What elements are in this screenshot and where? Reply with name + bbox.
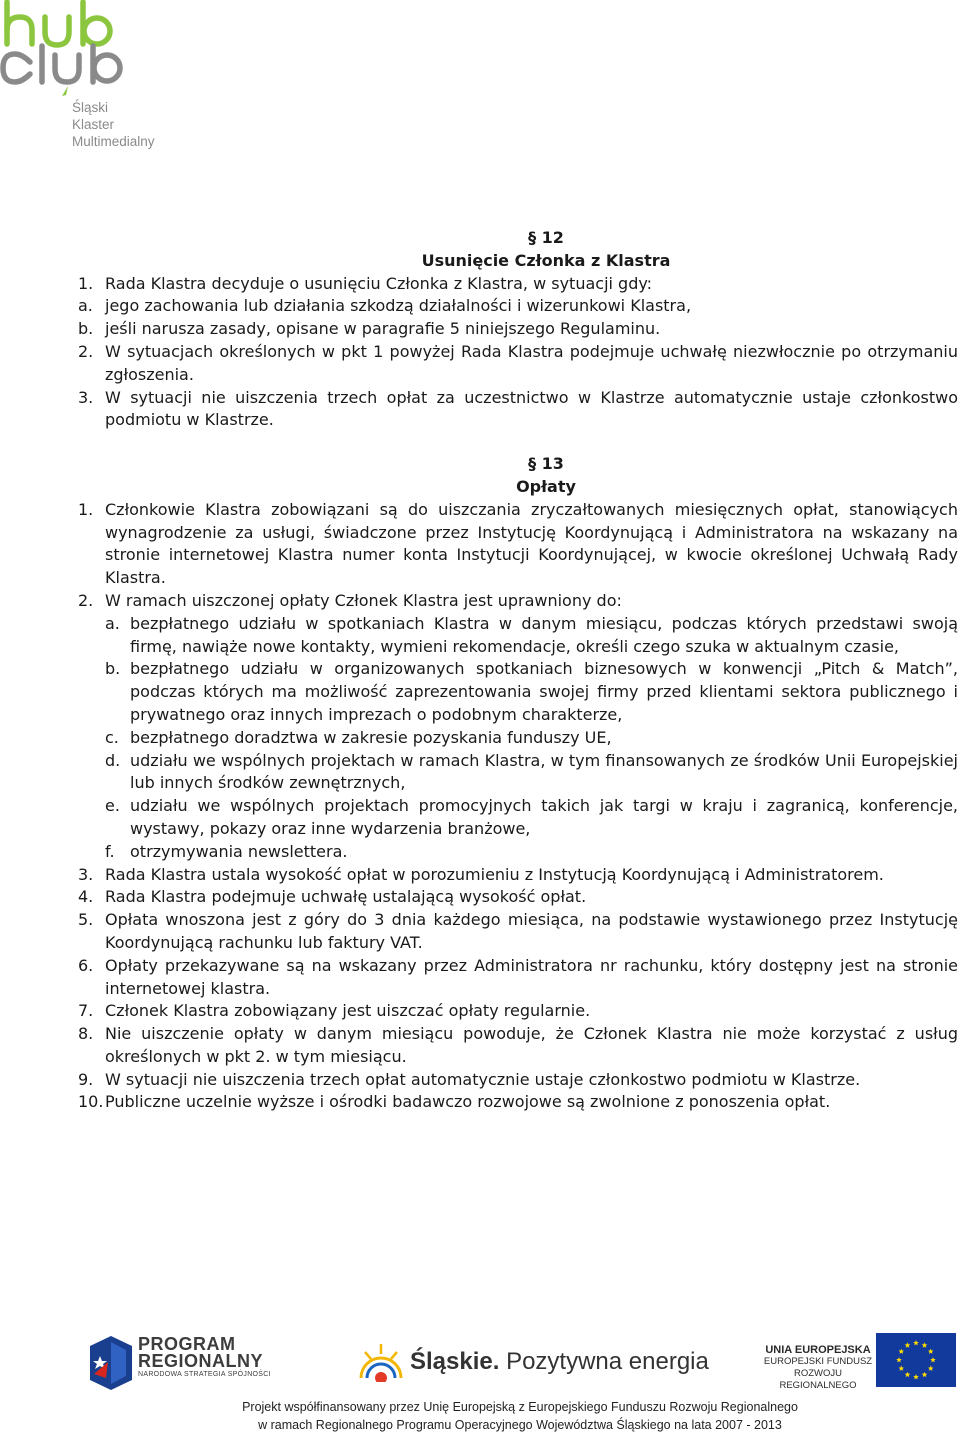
sub-item-letter: b. (105, 659, 121, 679)
item-number: 6. (78, 955, 94, 975)
slaskie-logo-text (410, 1348, 709, 1376)
section-12-list (78, 273, 958, 433)
sub-list-item (78, 727, 958, 750)
slaskie-sun-icon (357, 1342, 405, 1382)
section-number: 12 (541, 228, 564, 247)
sub-item-text: bezpłatnego doradztwa w zakresie pozyskania funduszy UE, (130, 727, 612, 747)
sub-list-item (78, 795, 958, 841)
footer-note-line-2: w ramach Regionalnego Programu Operacyjnego Województwa Śląskiego na lata 2007 - 2013 (258, 1418, 782, 1432)
sub-list-item (78, 318, 958, 341)
item-number: 2. (78, 341, 94, 361)
item-number: 9. (78, 1069, 94, 1089)
section-13-list (78, 499, 958, 1115)
item-text: W sytuacji nie uiszczenia trzech opłat za uczestnictwo w Klastrze automatycznie ustaje członkostwo podmiotu w Klastrze. (105, 387, 958, 430)
program-regionalny-text (138, 1336, 271, 1380)
sub-item-letter: a. (105, 613, 120, 633)
item-number: 10. (78, 1092, 104, 1112)
item-text: W sytuacji nie uiszczenia trzech opłat automatycznie ustaje członkostwo podmiotu w Klastrze. (105, 1069, 861, 1089)
section-13-title: Opłaty (516, 476, 576, 496)
logo-line-3: Multimedialny (72, 134, 155, 149)
sub-item-text: udziału we wspólnych projektach w ramach Klastra, w tym finansowanych ze środków Unii Europejskiej lub innych środków zewnętrznych, (130, 750, 958, 793)
sub-item-text: bezpłatnego udziału w spotkaniach Klastra w danym miesiącu, podczas których przedstawi swoją firmę, nawiąże nowe kontakty, wymieni rekomendacje, określi czego szuka w aktualnym czasie, (130, 613, 958, 656)
item-text: Członek Klastra zobowiązany jest uiszczać opłaty regularnie. (105, 1001, 591, 1021)
section-12-title: Usunięcie Członka z Klastra (421, 250, 671, 270)
list-item (78, 864, 958, 887)
item-text: W ramach uiszczonej opłaty Członek Klastra jest uprawniony do: (105, 590, 622, 610)
item-number: 5. (78, 910, 94, 930)
section-12-number-line (134, 227, 958, 250)
list-item (78, 1069, 958, 1092)
program-line-3: NARODOWA STRATEGIA SPÓJNOŚCI (138, 1371, 271, 1378)
footer-note-line-1: Projekt współfinansowany przez Unię Europejską z Europejskiego Funduszu Rozwoju Regionalnego (242, 1400, 798, 1414)
item-text: Opłaty przekazywane są na wskazany przez Administratora nr rachunku, który dostępny jest na stronie internetowej klastra. (105, 955, 958, 998)
list-item (78, 1091, 958, 1114)
list-item (78, 955, 958, 1001)
section-symbol: § (528, 454, 537, 474)
sub-item-letter: f. (105, 841, 115, 861)
list-item (78, 886, 958, 909)
slaskie-tagline: Pozytywna energia (499, 1348, 709, 1375)
list-item (78, 387, 958, 433)
item-number: 3. (78, 387, 94, 407)
item-number: 1. (78, 273, 94, 293)
item-text: Nie uiszczenie opłaty w danym miesiącu powoduje, że Członek Klastra nie może korzystać z usług określonych w pkt 2. w tym miesiącu. (105, 1024, 958, 1066)
item-number: 2. (78, 590, 94, 610)
eu-line-3: ROZWOJU REGIONALNEGO (779, 1368, 857, 1391)
document-body (78, 227, 958, 1114)
section-number: 13 (541, 454, 564, 474)
sub-item-letter: e. (105, 796, 120, 816)
item-number: 7. (78, 1001, 94, 1021)
sub-item-letter: c. (105, 727, 119, 747)
sub-item-text: jego zachowania lub działania szkodzą działalności i wizerunkowi Klastra, (105, 296, 692, 316)
item-text: Opłata wnoszona jest z góry do 3 dnia każdego miesiąca, na podstawie wystawionego przez Instytucję Koordynującą rachunku lub faktury VAT. (105, 910, 958, 952)
list-item (78, 1000, 958, 1023)
item-text: Członkowie Klastra zobowiązani są do uiszczania zryczałtowanych miesięcznych opłat, stanowiących wynagrodzenie za usługi, świadczone przez Instytucję Koordynującą i Administratora na wskazany na stronie internetowej Klastra numer konta Instytucji Koordynującej, w kwocie określonej Uchwałą Rady Klastra. (105, 499, 958, 588)
section-12-heading (78, 227, 958, 273)
section-13-number-line (134, 453, 958, 476)
item-text: Rada Klastra decyduje o usunięciu Członka z Klastra, w sytuacji gdy: (105, 273, 653, 293)
item-number: 3. (78, 864, 94, 884)
list-item (78, 1023, 958, 1069)
list-item (78, 499, 958, 590)
program-regionalny-emblem-icon (88, 1334, 134, 1392)
eu-line-2: EUROPEJSKI FUNDUSZ (763, 1356, 873, 1367)
sub-list-item (78, 613, 958, 659)
list-item (78, 341, 958, 387)
eu-flag-icon (876, 1333, 956, 1387)
program-line-1: PROGRAM (138, 1334, 236, 1354)
list-item (78, 273, 958, 296)
item-text: Rada Klastra ustala wysokość opłat w porozumieniu z Instytucją Koordynującą i Administratorem. (105, 864, 884, 884)
item-number: 4. (78, 887, 94, 907)
item-number: 8. (78, 1024, 94, 1044)
hub-club-logo (0, 0, 180, 160)
item-number: 1. (78, 499, 94, 519)
sub-item-text: bezpłatnego udziału w organizowanych spotkaniach biznesowych w konwencji „Pitch & Match”, podczas których ma możliwość zaprezentowania swojej firmy przed klientami sektora publicznego i prywatnego oraz innych imprezach o podobnym charakterze, (130, 659, 958, 724)
sub-item-text: otrzymywania newslettera. (130, 841, 348, 861)
sub-list-item (78, 658, 958, 726)
slaskie-brand: Śląskie. (410, 1348, 500, 1375)
logo-subtitle (72, 99, 155, 150)
eu-line-1: UNIA EUROPEJSKA (765, 1344, 871, 1356)
sub-item-text: jeśli narusza zasady, opisane w paragrafie 5 niniejszego Regulaminu. (105, 319, 661, 339)
logo-line-2: Klaster (72, 117, 115, 132)
section-symbol: § (528, 228, 537, 247)
section-13-heading (78, 453, 958, 499)
hub-club-logo-icon (0, 0, 180, 100)
list-item (78, 909, 958, 955)
item-text: Rada Klastra podejmuje uchwałę ustalającą wysokość opłat. (105, 887, 587, 907)
program-line-2: REGIONALNY (138, 1351, 264, 1371)
sub-list-item (78, 750, 958, 796)
list-item (78, 590, 958, 613)
sub-list-item (78, 841, 958, 864)
sub-item-letter: b. (78, 319, 94, 339)
eu-fund-text (763, 1344, 873, 1392)
sub-item-text: udziału we wspólnych projektach promocyjnych takich jak targi w kraju i zagranicą, konferencje, wystawy, pokazy oraz inne wydarzenia branżowe, (130, 796, 958, 838)
sub-item-letter: d. (105, 750, 121, 770)
item-text: W sytuacjach określonych w pkt 1 powyżej Rada Klastra podejmuje uchwałę niezwłocznie po otrzymaniu zgłoszenia. (105, 341, 958, 384)
logo-line-1: Śląski (72, 100, 109, 115)
sub-item-letter: a. (78, 296, 93, 316)
sub-list-item (78, 295, 958, 318)
item-text: Publiczne uczelnie wyższe i ośrodki badawczo rozwojowe są zwolnione z ponoszenia opłat. (105, 1092, 831, 1112)
